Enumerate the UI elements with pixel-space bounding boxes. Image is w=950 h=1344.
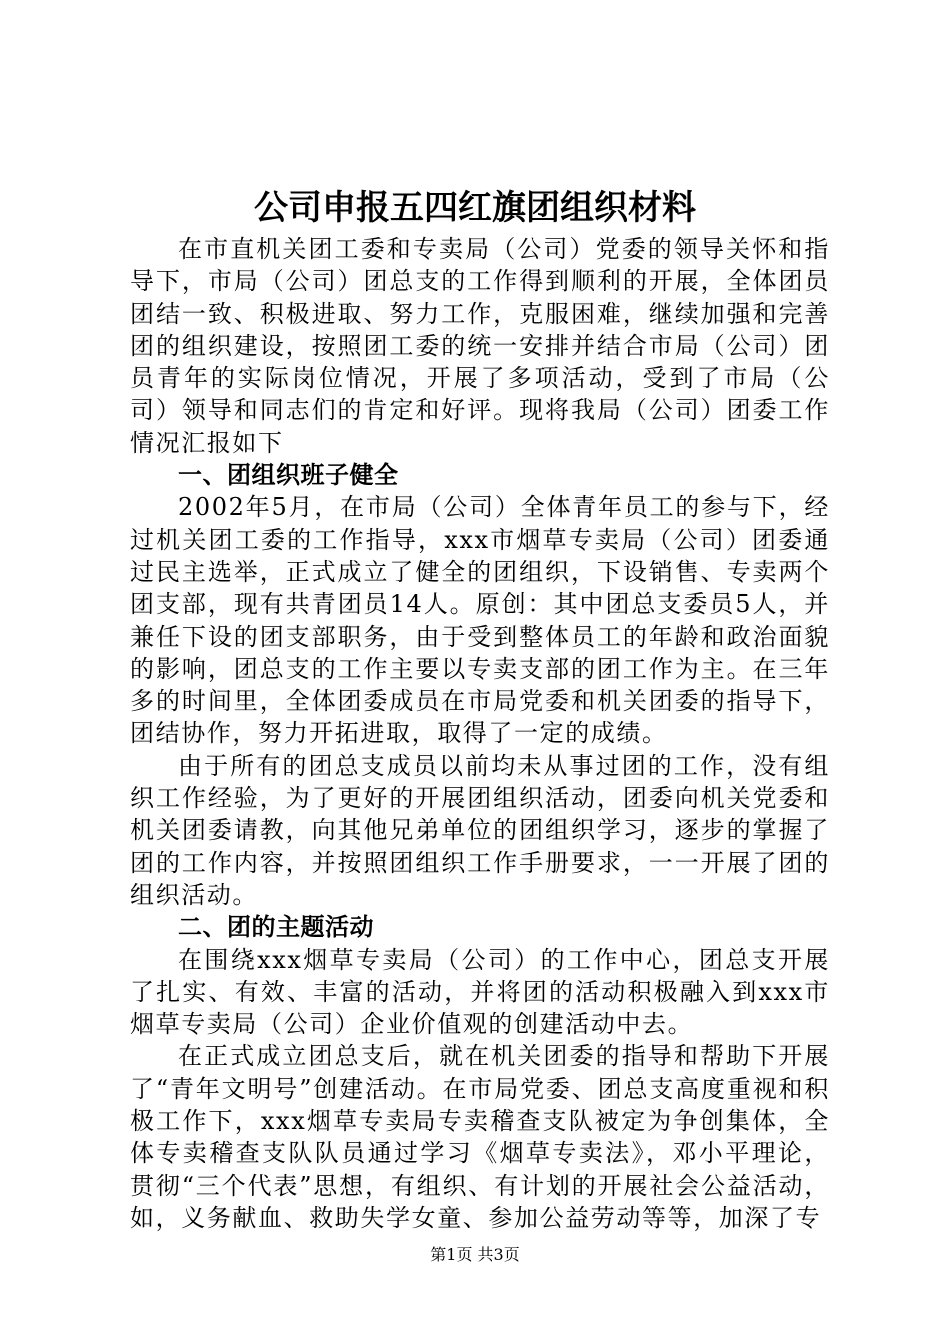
section-heading-1: 一、团组织班子健全 — [178, 461, 399, 490]
paragraph-2002: 2002年5月，在市局（公司）全体青年员工的参与下，经过机关团工委的工作指导，xxx市烟草专卖局（公司）团委通过民主选举，正式成立了健全的团组织，下设销售、专卖两个团支部，现有共青团员14人。原创：其中团总支委员5人，并兼任下设的团支部职务，由于受到整体员工的年龄和政治面貌的影响，团总支的工作主要以专卖支部的团工作为主。在三年多的时间里，全体团委成员在市局党委和机关团委的指导下，团结协作，努力开拓进取，取得了一定的成绩。 — [130, 493, 830, 748]
document-title: 公司申报五四红旗团组织材料 — [254, 188, 696, 228]
section-heading-2: 二、团的主题活动 — [178, 913, 374, 942]
paragraph-experience: 由于所有的团总支成员以前均未从事过团的工作，没有组织工作经验，为了更好的开展团组织活动，团委向机关党委和机关团委请教，向其他兄弟单位的团组织学习，逐步的掌握了团的工作内容，并按照团组织工作手册要求，一一开展了团的组织活动。 — [130, 751, 830, 909]
paragraph-youth-civilization: 在正式成立团总支后，就在机关团委的指导和帮助下开展了“青年文明号”创建活动。在市局党委、团总支高度重视和积极工作下，xxx烟草专卖局专卖稽查支队被定为争创集体，全体专卖稽查支队队员通过学习《烟草专卖法》，邓小平理论，贯彻“三个代表”思想，有组织、有计划的开展社会公益活动，如，义务献血、救助失学女童、参加公益劳动等等，加深了专 — [130, 1042, 830, 1232]
document-body — [130, 233, 830, 1234]
page-footer: 第1页 共3页 — [430, 1245, 520, 1264]
paragraph-activities: 在围绕xxx烟草专卖局（公司）的工作中心，团总支开展了扎实、有效、丰富的活动，并将团的活动积极融入到xxx市烟草专卖局（公司）企业价值观的创建活动中去。 — [130, 945, 830, 1039]
paragraph-intro: 在市直机关团工委和专卖局（公司）党委的领导关怀和指导下，市局（公司）团总支的工作得到顺利的开展，全体团员团结一致、积极进取、努力工作，克服困难，继续加强和完善团的组织建设，按照团工委的统一安排并结合市局（公司）团员青年的实际岗位情况，开展了多项活动，受到了市局（公司）领导和同志们的肯定和好评。现将我局（公司）团委工作情况汇报如下 — [130, 235, 830, 457]
